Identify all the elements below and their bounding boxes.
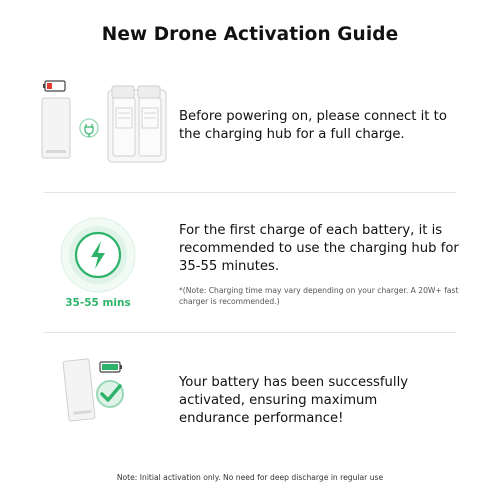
divider-1: [44, 192, 456, 193]
low-battery-icon: [43, 81, 65, 91]
battery-pack-icon: [63, 359, 95, 421]
step3-text: Your battery has been successfully activated, ensuring maximum endurance performance!: [179, 375, 409, 426]
page-title: New Drone Activation Guide: [101, 24, 399, 45]
step3-illustration: [62, 356, 142, 426]
step1-text: Before powering on, please connect it to the charging hub for a full charge.: [179, 109, 447, 142]
lightning-charge-icon: [58, 215, 138, 295]
footer-note: Note: Initial activation only. No need for deep discharge in regular use: [116, 473, 384, 482]
battery-pack-icon: [42, 98, 70, 158]
step1-illustration: [40, 78, 170, 168]
step2-note: *(Note: Charging time may vary depending on your charger. A 20W+ fast charger is recommended.): [179, 286, 459, 306]
checkmark-icon: [97, 381, 123, 407]
step2-text: For the first charge of each battery, it is recommended to use the charging hub for 35-55 minutes.: [179, 223, 459, 274]
divider-2: [44, 332, 456, 333]
charge-time-label: 35-55 mins: [65, 297, 131, 309]
plug-icon: [80, 119, 98, 137]
charging-hub-icon: [108, 86, 166, 162]
full-battery-icon: [100, 362, 122, 372]
